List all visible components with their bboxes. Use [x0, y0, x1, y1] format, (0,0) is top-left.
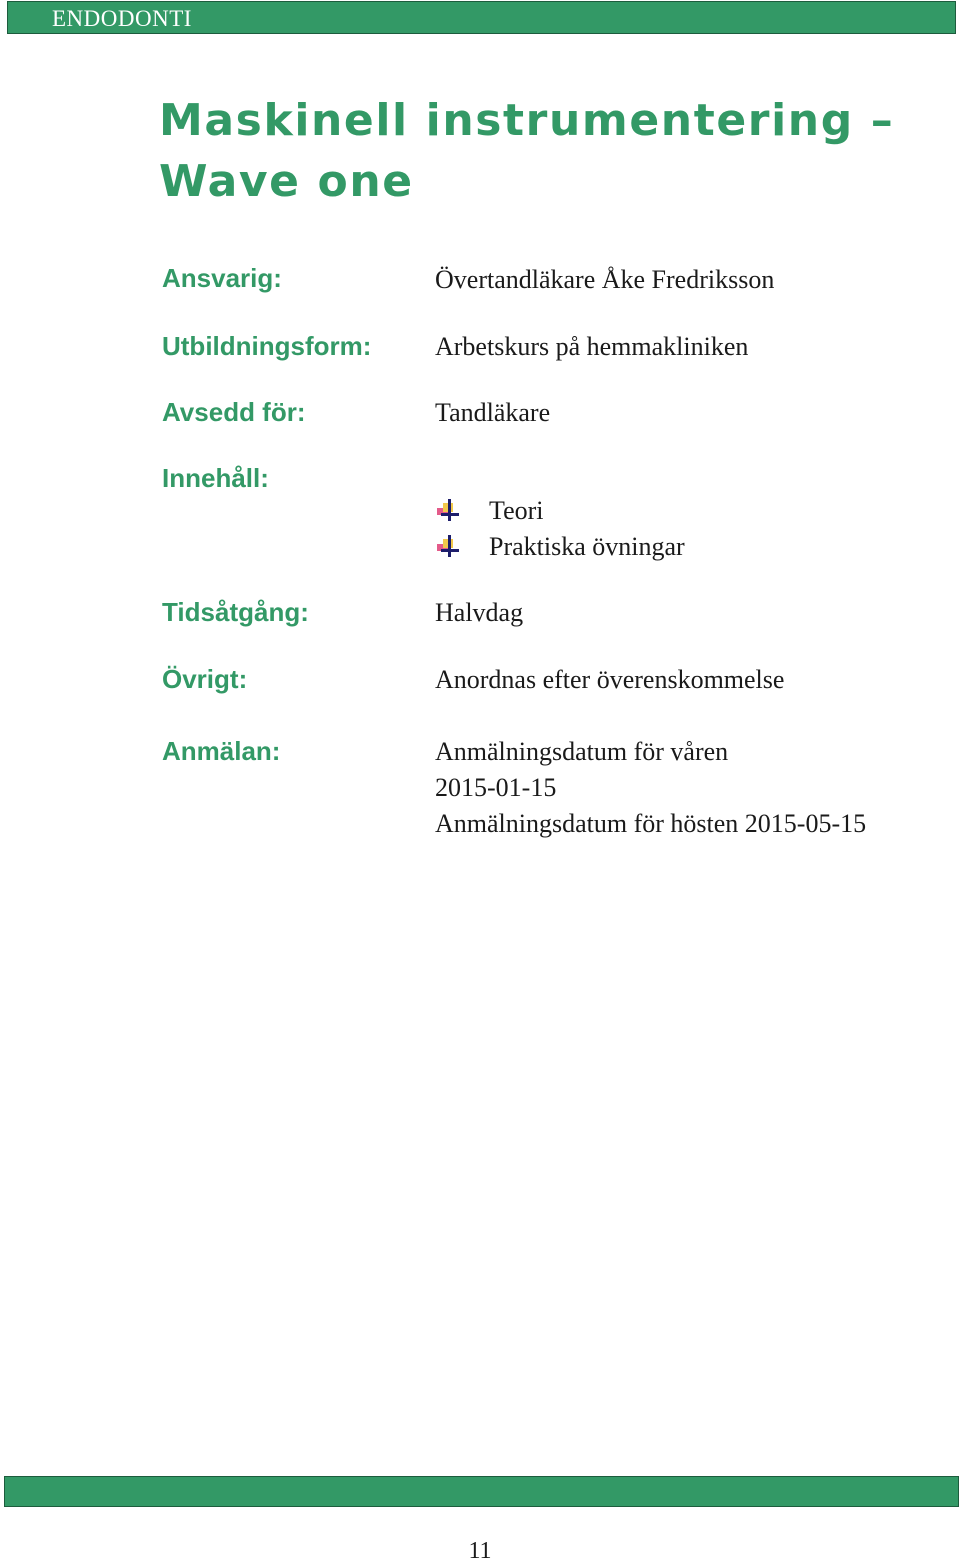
list-item-text: Teori — [489, 496, 544, 525]
list-item — [435, 529, 685, 565]
section-title: ENDODONTI — [52, 6, 192, 31]
label-innehall: Innehåll: — [162, 463, 269, 493]
title-line-1: Maskinell instrumentering – — [159, 95, 895, 146]
value-avsedd-for: Tandläkare — [435, 398, 551, 427]
bullet-icon — [435, 499, 461, 523]
value-ansvarig: Övertandläkare Åke Fredriksson — [435, 265, 775, 294]
value-anmalan-line-2: 2015-01-15 — [435, 773, 557, 802]
label-utbildningsform: Utbildningsform: — [162, 331, 372, 361]
label-tidsatgang: Tidsåtgång: — [162, 597, 309, 627]
value-utbildningsform: Arbetskurs på hemmakliniken — [435, 332, 749, 361]
page-number: 11 — [468, 1538, 492, 1564]
page-title — [159, 90, 919, 212]
title-line-2: Wave one — [159, 156, 414, 207]
value-tidsatgang: Halvdag — [435, 598, 524, 627]
footer-bar — [4, 1476, 959, 1507]
value-anmalan-line-3: Anmälningsdatum för hösten 2015-05-15 — [435, 809, 867, 838]
list-item — [435, 493, 544, 529]
header-bar — [7, 1, 956, 34]
label-ansvarig: Ansvarig: — [162, 263, 282, 293]
label-ovrigt: Övrigt: — [162, 664, 248, 694]
bullet-icon — [435, 535, 461, 559]
label-anmalan: Anmälan: — [162, 736, 281, 766]
value-anmalan-line-1: Anmälningsdatum för våren — [435, 737, 729, 766]
label-avsedd-for: Avsedd för: — [162, 397, 306, 427]
list-item-text: Praktiska övningar — [489, 532, 685, 561]
value-ovrigt: Anordnas efter överenskommelse — [435, 665, 785, 694]
